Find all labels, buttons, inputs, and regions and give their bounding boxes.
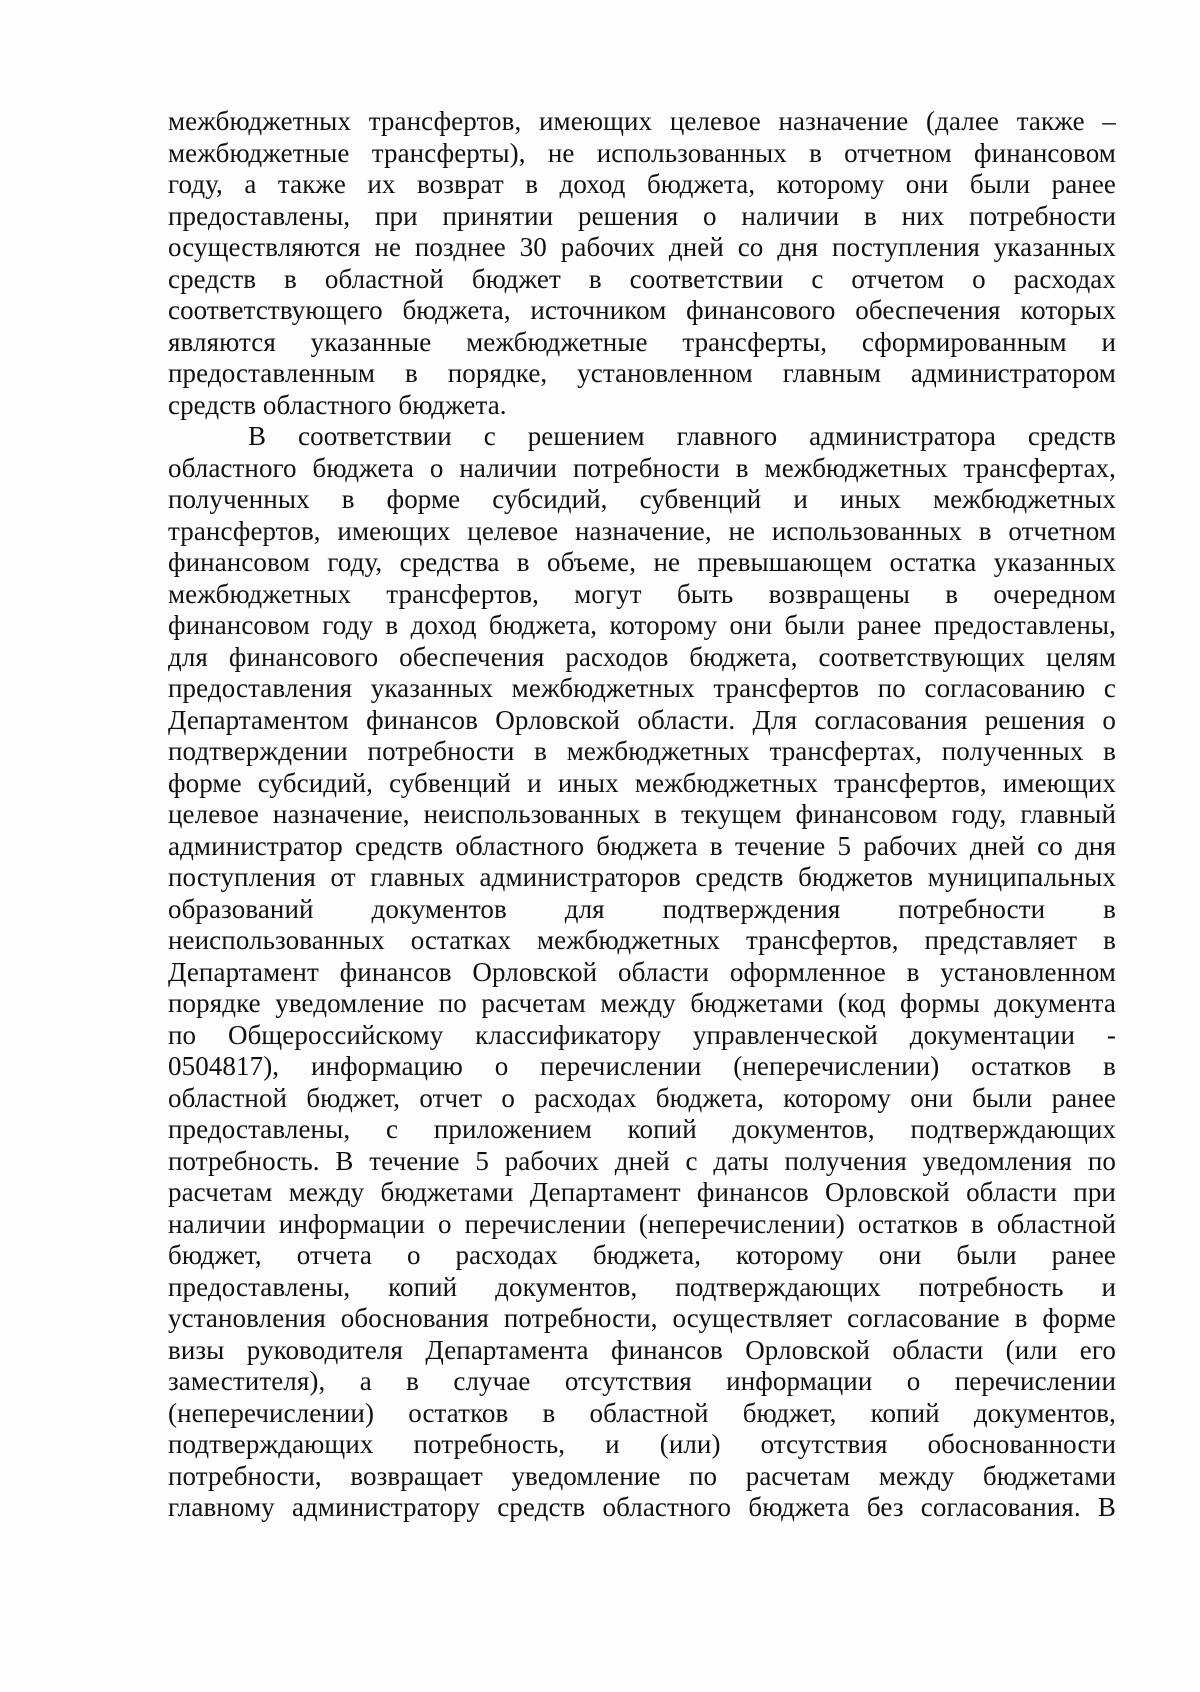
text-line: заместителя), а в случае отсутствия информации о перечислении <box>168 1366 1116 1396</box>
text-line: форме субсидий, субвенций и иных межбюджетных трансфертов, имеющих <box>168 767 1116 798</box>
paragraph <box>168 106 1116 421</box>
text-line: финансовом году, средства в объеме, не превышающем остатка указанных <box>168 547 1116 577</box>
text-line: администратор средств областного бюджета в течение 5 рабочих дней со дня <box>168 830 1116 861</box>
text-line: предоставлены, при принятии решения о наличии в них потребности <box>168 200 1116 231</box>
text-line: межбюджетных трансфертов, могут быть возвращены в очередном <box>168 578 1116 609</box>
text-line: межбюджетных трансфертов, имеющих целевое назначение (далее также – <box>168 106 1116 136</box>
text-line: потребность. В течение 5 рабочих дней с даты получения уведомления по <box>168 1145 1116 1176</box>
text-line: трансфертов, имеющих целевое назначение, не использованных в отчетном <box>168 515 1116 546</box>
text-line: установления обоснования потребности, осуществляет согласование в форме <box>168 1303 1116 1333</box>
text-line: предоставленным в порядке, установленном главным администратором <box>168 358 1116 388</box>
text-line: подтверждающих потребность, и (или) отсутствия обоснованности <box>168 1429 1116 1459</box>
text-line: 0504817), информацию о перечислении (неперечислении) остатков в <box>168 1051 1116 1081</box>
text-line: бюджет, отчета о расходах бюджета, которому они были ранее <box>168 1240 1116 1270</box>
text-line: расчетам между бюджетами Департамент финансов Орловской области при <box>168 1177 1116 1207</box>
text-line: Департаментом финансов Орловской области. Для согласования решения о <box>168 704 1116 735</box>
text-line: соответствующего бюджета, источником финансового обеспечения которых <box>168 295 1116 325</box>
text-line: предоставлены, с приложением копий документов, подтверждающих <box>168 1114 1116 1144</box>
text-line: году, а также их возврат в доход бюджета, которому они были ранее <box>168 169 1116 199</box>
text-line: (неперечислении) остатков в областной бюджет, копий документов, <box>168 1397 1116 1428</box>
text-line: наличии информации о перечислении (неперечислении) остатков в областной <box>168 1208 1116 1239</box>
text-line: осуществляются не позднее 30 рабочих дней со дня поступления указанных <box>168 232 1116 262</box>
text-line: финансовом году в доход бюджета, которому они были ранее предоставлены, <box>168 610 1116 640</box>
paragraph <box>168 421 1116 1524</box>
text-line: порядке уведомление по расчетам между бюджетами (код формы документа <box>168 988 1116 1018</box>
text-line: предоставления указанных межбюджетных трансфертов по согласованию с <box>168 673 1116 703</box>
text-line: Департамент финансов Орловской области оформленное в установленном <box>168 956 1116 987</box>
text-line: подтверждении потребности в межбюджетных трансфертах, полученных в <box>168 736 1116 766</box>
text-line: являются указанные межбюджетные трансферты, сформированным и <box>168 326 1116 357</box>
text-line: целевое назначение, неиспользованных в текущем финансовом году, главный <box>168 799 1116 829</box>
text-line: предоставлены, копий документов, подтверждающих потребность и <box>168 1271 1116 1302</box>
text-line: В соответствии с решением главного администратора средств <box>248 421 1116 451</box>
text-line: поступления от главных администраторов средств бюджетов муниципальных <box>168 862 1116 892</box>
document-body <box>168 106 1116 1524</box>
text-line: по Общероссийскому классификатору управленческой документации - <box>168 1019 1116 1050</box>
text-line: неиспользованных остатках межбюджетных трансфертов, представляет в <box>168 925 1116 955</box>
text-line: областного бюджета о наличии потребности в межбюджетных трансфертах, <box>168 452 1116 483</box>
text-line: средств в областной бюджет в соответствии с отчетом о расходах <box>168 263 1116 294</box>
text-line: полученных в форме субсидий, субвенций и иных межбюджетных <box>168 484 1116 514</box>
text-line: межбюджетные трансферты), не использованных в отчетном финансовом <box>168 137 1116 168</box>
text-line: визы руководителя Департамента финансов Орловской области (или его <box>168 1334 1116 1365</box>
text-line: областной бюджет, отчет о расходах бюджета, которому они были ранее <box>168 1082 1116 1113</box>
text-line: средств областного бюджета. <box>168 389 507 420</box>
text-line: главному администратору средств областного бюджета без согласования. В <box>168 1492 1116 1522</box>
text-line: для финансового обеспечения расходов бюджета, соответствующих целям <box>168 641 1116 672</box>
text-line: потребности, возвращает уведомление по расчетам между бюджетами <box>168 1460 1116 1491</box>
text-line: образований документов для подтверждения потребности в <box>168 893 1116 924</box>
